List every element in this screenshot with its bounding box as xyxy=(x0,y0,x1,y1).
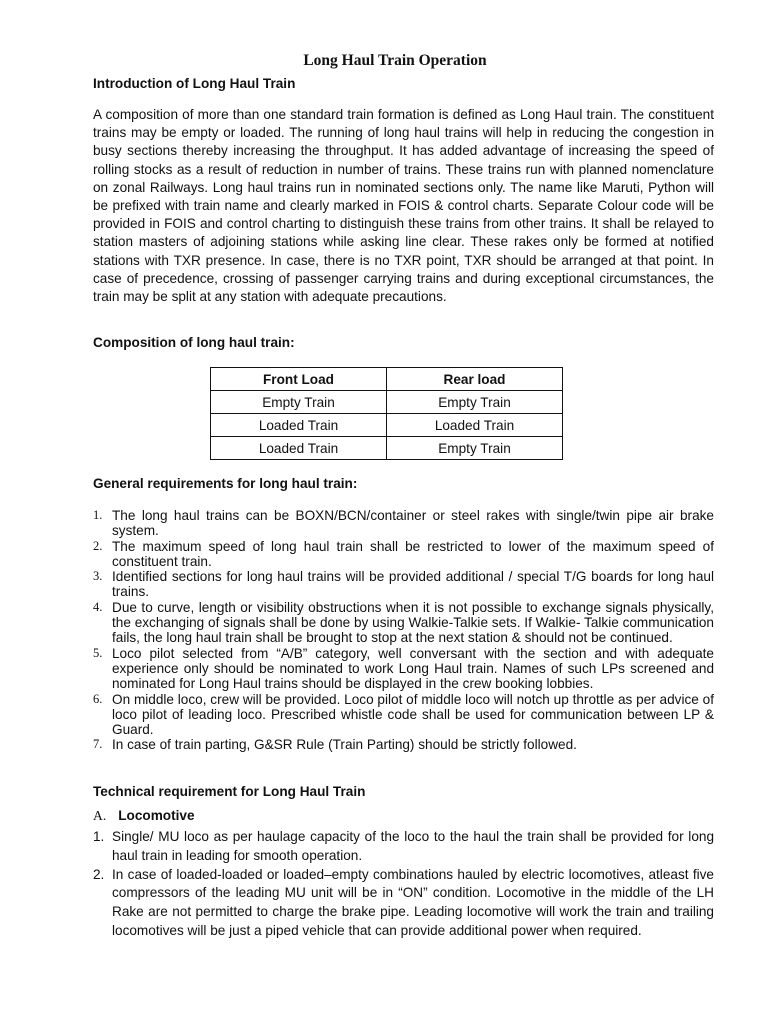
general-requirements-heading: General requirements for long haul train: xyxy=(93,476,358,491)
table-cell: Loaded Train xyxy=(211,414,387,437)
table-cell: Loaded Train xyxy=(387,414,563,437)
list-number: 1. xyxy=(93,829,105,844)
list-item xyxy=(93,828,714,866)
table-cell: Empty Train xyxy=(387,391,563,414)
intro-paragraph: A composition of more than one standard train formation is defined as Long Haul train. The constituent trains may be empty or loaded. The running of long haul trains will help in reducing the congestion in busy sections thereby increasing the throughput. It has added advantage of increasing the speed of rolling stocks as a result of reduction in number of trains. These trains run with planned nomenclature on zonal Railways. Long haul trains run in nominated sections only. The name like Maruti, Python will be prefixed with train name and clearly marked in FOIS & control charts. Separate Colour code will be provided in FOIS and control charting to distinguish these trains from other trains. It shall be relayed to station masters of adjoining stations while asking line clear. These rakes only be formed at notified stations with TXR presence. In case, there is no TXR point, TXR should be arranged at that point. In case of precedence, crossing of passenger carrying trains and during exceptional circumstances, the train may be split at any station with adequate precautions. xyxy=(93,107,714,305)
list-number: 2. xyxy=(93,538,103,553)
list-text: Single/ MU loco as per haulage capacity of the loco to the haul the train shall be provided for long haul train in leading for smooth operation. xyxy=(112,829,714,863)
list-item xyxy=(93,692,714,738)
table-header-row xyxy=(211,368,563,391)
list-number: 6. xyxy=(93,691,103,706)
list-number: 5. xyxy=(93,645,103,660)
section-marker: A. xyxy=(93,808,107,823)
list-number: 3. xyxy=(93,569,103,584)
table-header-cell: Rear load xyxy=(387,368,563,391)
composition-heading: Composition of long haul train: xyxy=(93,335,295,350)
list-number: 7. xyxy=(93,737,103,752)
list-item xyxy=(93,539,714,570)
list-item xyxy=(93,646,714,692)
table-header-cell: Front Load xyxy=(211,368,387,391)
list-text: Loco pilot selected from “A/B” category, well conversant with the section and with adequate experience only should be nominated to work Long Haul train. Names of such LPs screened and nominated for Long Haul trains should be displayed in the crew booking lobbies. xyxy=(112,645,714,692)
list-item xyxy=(93,866,714,941)
list-item xyxy=(93,737,714,752)
list-text: On middle loco, crew will be provided. Loco pilot of middle loco will notch up throttle as per advice of loco pilot of leading loco. Prescribed whistle code shall be used for communication between LP & Guard. xyxy=(112,691,714,738)
general-requirements-list xyxy=(93,508,714,753)
technical-requirements-heading: Technical requirement for Long Haul Train xyxy=(93,784,366,799)
list-text: In case of train parting, G&SR Rule (Train Parting) should be strictly followed. xyxy=(112,737,577,753)
table-cell: Empty Train xyxy=(387,437,563,460)
list-item xyxy=(93,600,714,646)
table-cell: Empty Train xyxy=(211,391,387,414)
list-text: Identified sections for long haul trains will be provided additional / special T/G boards for long haul trains. xyxy=(112,569,714,600)
table-row xyxy=(211,414,563,437)
table-cell: Loaded Train xyxy=(211,437,387,460)
list-number: 4. xyxy=(93,599,103,614)
locomotive-heading-text: Locomotive xyxy=(118,808,195,823)
list-item xyxy=(93,508,714,539)
list-item xyxy=(93,569,714,600)
list-text: In case of loaded-loaded or loaded–empty combinations hauled by electric locomotives, atleast five compressors of the leading MU unit will be in “ON” condition. Locomotive in the middle of the LH Rake are not permitted to charge the brake pipe. Leading locomotive will work the train and trailing locomotives will be just a piped vehicle that can provide additional power when required. xyxy=(112,866,714,938)
composition-table xyxy=(210,367,563,460)
technical-requirements-list xyxy=(93,828,714,941)
table-row xyxy=(211,391,563,414)
locomotive-subheading xyxy=(93,808,195,824)
list-number: 1. xyxy=(93,508,103,522)
list-text: Due to curve, length or visibility obstructions when it is not possible to exchange signals physically, the exchanging of signals shall be done by using Walkie-Talkie sets. If Walkie- Talkie communication fails, the long haul train shall be brought to stop at the next station & should not be continued. xyxy=(112,599,714,646)
list-number: 2. xyxy=(93,866,105,882)
intro-heading: Introduction of Long Haul Train xyxy=(93,76,296,91)
page-title: Long Haul Train Operation xyxy=(303,52,487,69)
list-text: The maximum speed of long haul train shall be restricted to lower of the maximum speed of constituent train. xyxy=(112,538,714,569)
table-row xyxy=(211,437,563,460)
list-text: The long haul trains can be BOXN/BCN/container or steel rakes with single/twin pipe air brake system. xyxy=(112,508,714,539)
